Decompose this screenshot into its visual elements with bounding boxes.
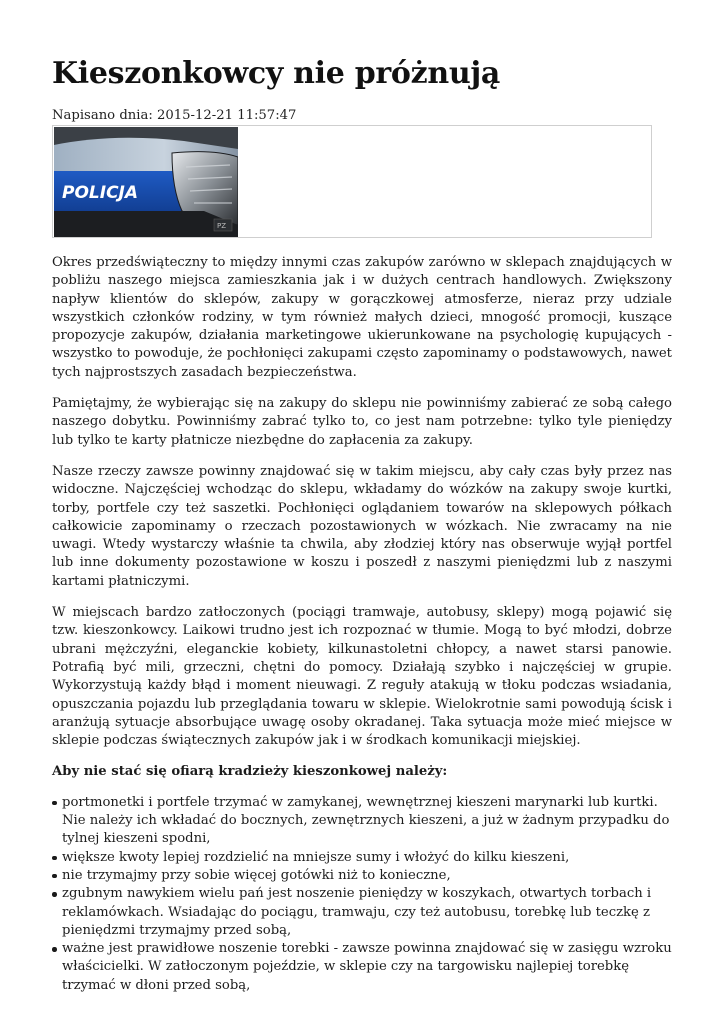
list-item: zgubnym nawykiem wielu pań jest noszenie pieniędzy w koszykach, otwartych torbach i reklamówkach. Wsiadając do pociągu, tramwaju, czy też autobusu, torebkę lub teczkę z pieniędzmi trzymajmy przed sobą, <box>52 885 672 940</box>
paragraph: W miejscach bardzo zatłoczonych (pociągi tramwaje, autobusy, sklepy) mogą pojawić się tzw. kieszonkowcy. Laikowi trudno jest ich rozpoznać w tłumie. Mogą to być młodzi, dobrze ubrani mężczyźni, eleganckie kobiety, kilkunastoletni chłopcy, a nawet starsi panowie. Potrafią być mili, grzeczni, chętni do pomocy. Działają szybko i najczęściej w grupie. Wykorzystują każdy błąd i moment nieuwagi. Z reguły atakują w tłoku podczas wsiadania, opuszczania pojazdu lub przeglądania towaru w sklepie. Wielokrotnie sami powodują ścisk i aranżują sytuacje absorbujące uwagę osoby okradanej. Taka sytuacja może mieć miejsce w sklepie podczas świątecznych zakupów jak i w środkach komunikacji miejskiej. <box>52 605 672 749</box>
paragraph: Okres przedświąteczny to między innymi czas zakupów zarówno w sklepach znajdujących w pobliżu naszego miejsca zamieszkania jak i w dużych centrach handlowych. Zwiększony napływ klientów do sklepów, zakupy w gorączkowej atmosferze, nieraz przy udziale wszystkich członków rodziny, w tym również małych dzieci, mnogość promocji, kuszące propozycje zakupów, działania marketingowe ukierunkowane na psychologię kupujących - wszystko to powoduje, że pochłonięci zakupami często zapominamy o podstawowych, nawet tych najprostszych zasadach bezpieczeństwa. <box>52 255 672 380</box>
police-car-photo <box>54 127 238 237</box>
tips-list <box>52 794 672 995</box>
list-item: większe kwoty lepiej rozdzielić na mniejsze sumy i włożyć do kilku kieszeni, <box>52 849 672 867</box>
article-body <box>52 254 672 995</box>
watermark: PZ <box>217 222 227 230</box>
article-image-frame <box>52 125 652 238</box>
article-date: Napisano dnia: 2015-12-21 11:57:47 <box>52 108 297 123</box>
paragraph: Nasze rzeczy zawsze powinny znajdować się w takim miejscu, aby cały czas były przez nas widoczne. Najczęściej wchodząc do sklepu, wkładamy do wózków na zakupy swoje kurtki, torby, portfele czy też saszetki. Pochłonięci oglądaniem towarów na sklepowych półkach całkowicie zapominamy o rzeczach pozostawionych w wózkach. Nie zwracamy na nie uwagi. Wtedy wystarczy właśnie ta chwila, aby złodziej który nas obserwuje wyjął portfel lub inne dokumenty pozostawione w koszu i poszedł z naszymi pieniędzmi lub z naszymi kartami płatniczymi. <box>52 463 672 589</box>
tips-heading: Aby nie stać się ofiarą kradzieży kieszonkowej należy: <box>52 764 448 780</box>
paragraph: Pamiętajmy, że wybierając się na zakupy do sklepu nie powinniśmy zabierać ze sobą całego naszego dobytku. Powinniśmy zabrać tylko to, co jest nam potrzebne: tylko tyle pieniędzy lub tylko te karty płatnicze niezbędne do zapłacenia za zakupy. <box>52 396 672 448</box>
list-item: nie trzymajmy przy sobie więcej gotówki niż to konieczne, <box>52 867 672 885</box>
list-item: ważne jest prawidłowe noszenie torebki - zawsze powinna znajdować się w zasięgu wzroku właścicielki. W zatłoczonym pojeździe, w sklepie czy na targowisku najlepiej torebkę trzymać w dłoni przed sobą, <box>52 940 672 995</box>
article <box>52 54 672 995</box>
policja-badge: POLICJA <box>62 183 139 203</box>
article-title: Kieszonkowcy nie próżnują <box>52 56 501 91</box>
list-item: portmonetki i portfele trzymać w zamykanej, wewnętrznej kieszeni marynarki lub kurtki. Nie należy ich wkładać do bocznych, zewnętrznych kieszeni, a już w żadnym przypadku do tylnej kieszeni spodni, <box>52 794 672 849</box>
